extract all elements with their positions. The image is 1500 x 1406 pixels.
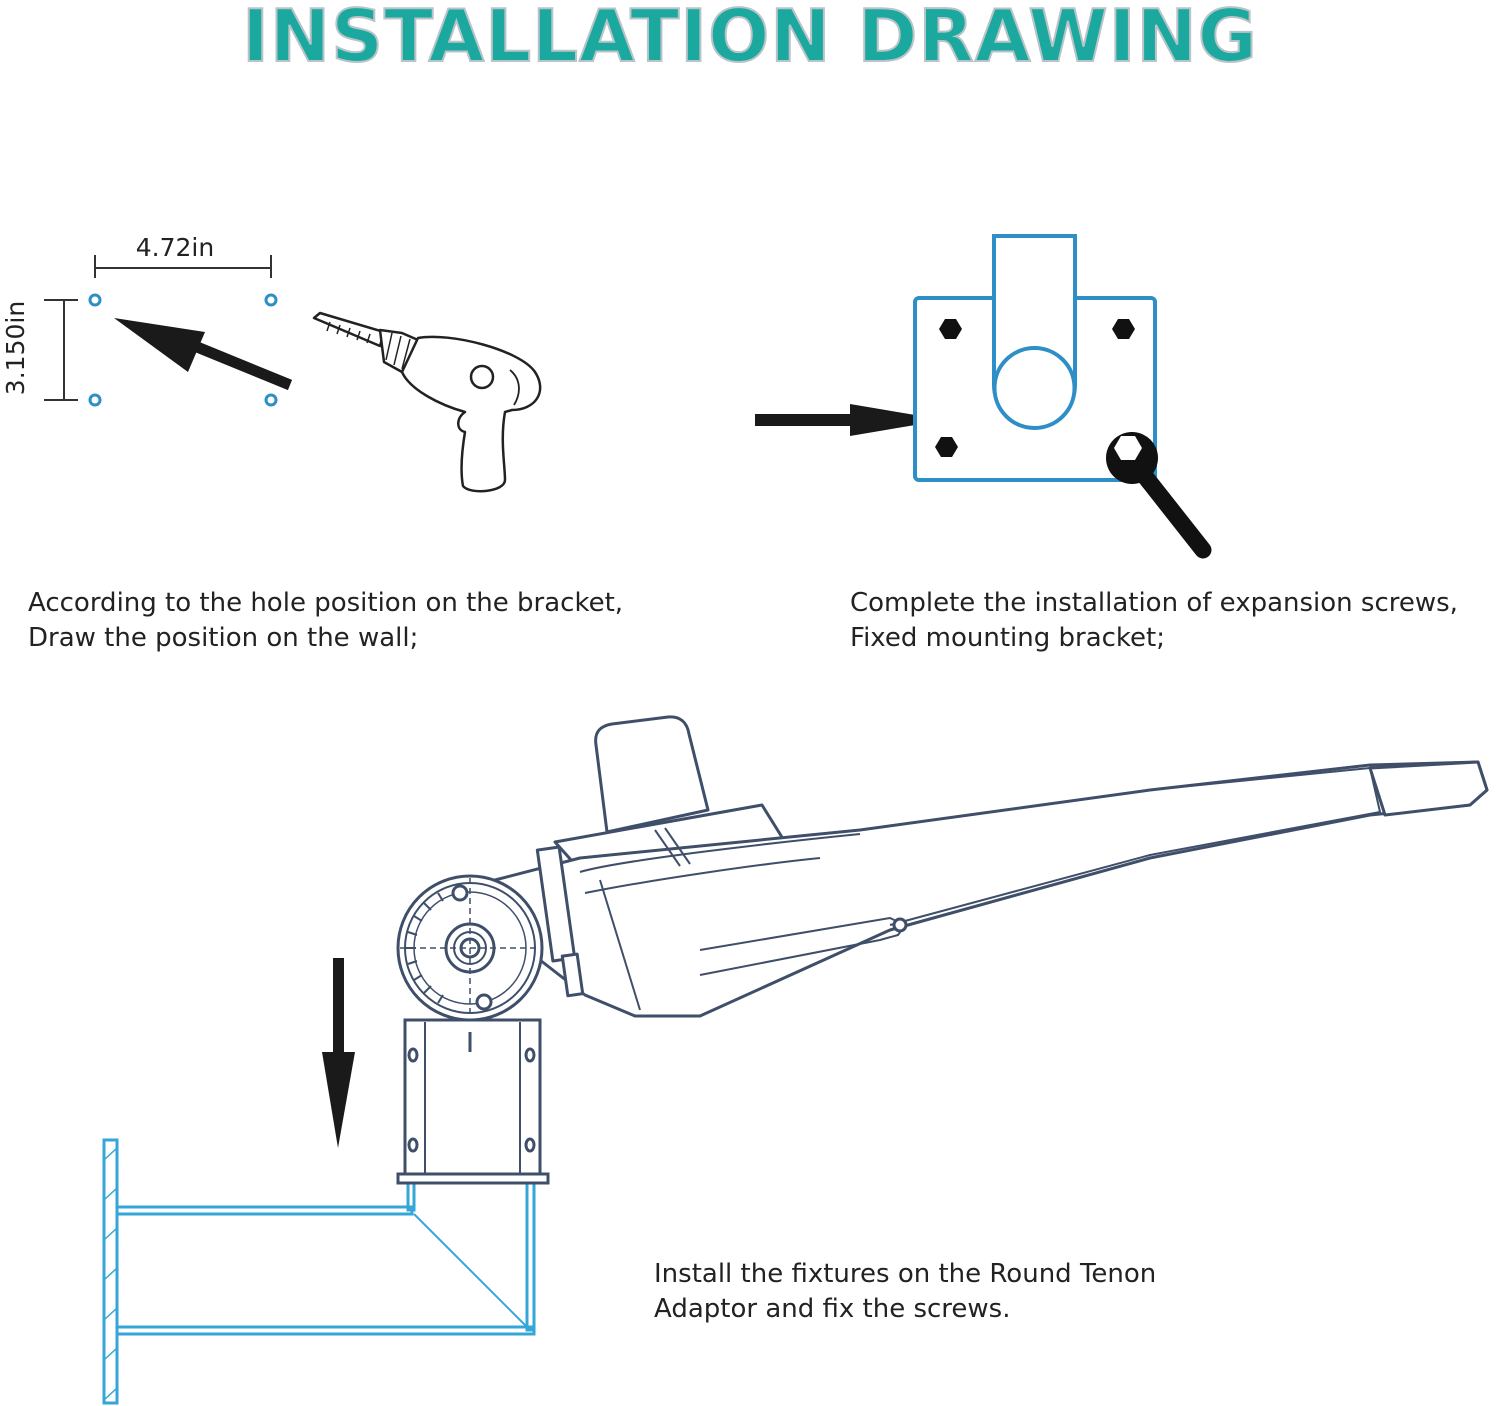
tenon-adaptor	[398, 1020, 548, 1183]
step-2-caption	[850, 586, 1458, 656]
page-title: INSTALLATION DRAWING	[242, 0, 1258, 78]
hole-marker	[90, 295, 100, 305]
light-fixture	[495, 717, 1487, 1016]
hole-marker	[266, 295, 276, 305]
hole-marker	[266, 395, 276, 405]
height-dimension-label: 3.150in	[1, 300, 30, 396]
width-dimension-label: 4.72in	[135, 233, 215, 262]
wrench-icon	[1106, 432, 1203, 550]
step-1-line-2: Draw the position on the wall;	[28, 623, 419, 653]
step-3-caption	[654, 1257, 1156, 1327]
arrow-icon	[322, 958, 355, 1148]
hole-marker	[90, 395, 100, 405]
arrow-icon	[114, 318, 290, 385]
step-2-line-1: Complete the installation of expansion screws,	[850, 588, 1458, 618]
step-1-caption	[28, 586, 623, 656]
hole-template	[1, 233, 276, 405]
step-2-line-2: Fixed mounting bracket;	[850, 623, 1165, 653]
drill-icon	[314, 313, 540, 491]
adjustable-knuckle	[398, 876, 542, 1020]
step-3-line-2: Adaptor and fix the screws.	[654, 1294, 1011, 1324]
step-1-line-1: According to the hole position on the bracket,	[28, 588, 624, 618]
step-3-line-1: Install the fixtures on the Round Tenon	[654, 1259, 1157, 1289]
